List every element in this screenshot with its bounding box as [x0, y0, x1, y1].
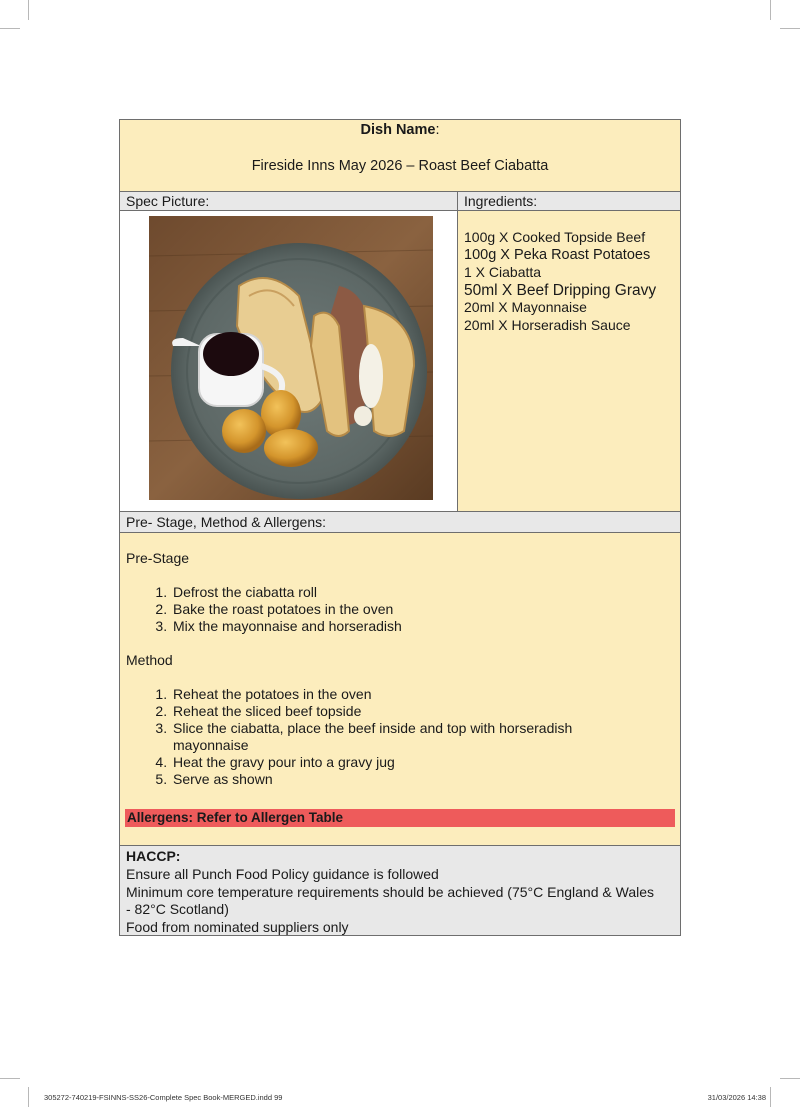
ingredients-label: Ingredients:	[464, 193, 538, 209]
method-title: Method	[126, 652, 173, 668]
haccp-line: Ensure all Punch Food Policy guidance is followed	[126, 865, 439, 882]
dish-header: Dish Name: Fireside Inns May 2026 – Roast Beef Ciabatta	[120, 120, 680, 192]
ingredient-item: 1 X Ciabatta	[464, 264, 542, 281]
picture-ingredients-row	[120, 211, 680, 512]
ingredient-item: 20ml X Mayonnaise	[464, 299, 587, 316]
spec-sheet	[119, 119, 681, 936]
haccp-line: Minimum core temperature requirements should be achieved (75°C England & Wales - 82°C Scotland)	[126, 883, 655, 918]
prestage-step: 2. Bake the roast potatoes in the oven	[171, 601, 680, 618]
prestage-step: 1. Defrost the ciabatta roll	[171, 584, 680, 601]
dish-name-label: Dish Name	[360, 122, 436, 138]
spec-picture-label: Spec Picture:	[120, 192, 458, 210]
crop-mark	[770, 1087, 771, 1107]
crop-mark	[28, 1087, 29, 1107]
haccp-line: Food from nominated suppliers only	[126, 919, 349, 936]
crop-mark	[770, 0, 771, 20]
prestage-title: Pre-Stage	[126, 550, 190, 566]
method-section	[120, 533, 680, 846]
method-list	[126, 686, 680, 788]
method-step: 3. Slice the ciabatta, place the beef inside and top with horseradish mayonnaise	[171, 720, 680, 754]
crop-mark	[0, 1078, 20, 1079]
method-header: Pre- Stage, Method & Allergens:	[120, 512, 680, 533]
crop-mark	[28, 0, 29, 20]
method-step: 5. Serve as shown	[171, 771, 680, 788]
footer-date: 31/03/2026 14:38	[707, 1093, 766, 1102]
haccp-title: HACCP:	[126, 848, 181, 864]
dish-photo	[149, 216, 433, 500]
ingredient-item: 20ml X Horseradish Sauce	[464, 316, 631, 333]
haccp-section	[120, 846, 680, 935]
dish-title: Fireside Inns May 2026 – Roast Beef Ciabatta	[251, 158, 549, 174]
allergens-banner: Allergens: Refer to Allergen Table	[125, 809, 675, 827]
crop-mark	[0, 28, 20, 29]
method-step: 4. Heat the gravy pour into a gravy jug	[171, 754, 680, 771]
ingredient-item: 100g X Peka Roast Potatoes	[464, 246, 651, 263]
spec-picture-cell	[120, 211, 458, 511]
method-step: 2. Reheat the sliced beef topside	[171, 703, 680, 720]
crop-mark	[780, 28, 800, 29]
ingredient-item: 100g X Cooked Topside Beef	[464, 229, 646, 245]
footer-file-info: 305272-740219-FSINNS-SS26-Complete Spec Book-MERGED.indd 99	[44, 1093, 283, 1102]
ingredients-list	[458, 211, 680, 511]
prestage-list	[126, 584, 680, 635]
ingredient-item: 50ml X Beef Dripping Gravy	[464, 281, 657, 299]
method-step: 1. Reheat the potatoes in the oven	[171, 686, 680, 703]
prestage-step: 3. Mix the mayonnaise and horseradish	[171, 618, 680, 635]
picture-ingredients-header	[120, 192, 680, 211]
crop-mark	[780, 1078, 800, 1079]
